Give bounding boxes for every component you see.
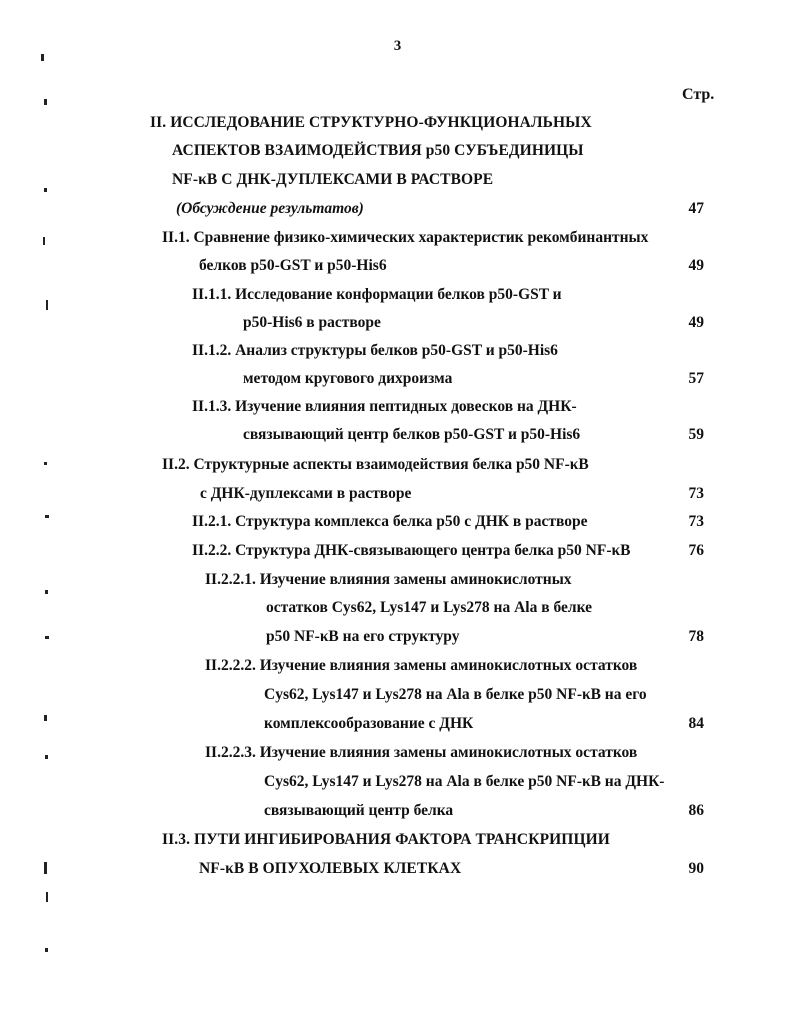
- toc-line: связывающий центр белка: [264, 802, 454, 819]
- page-number: 3: [393, 38, 402, 54]
- toc-line: NF-κB С ДНК-ДУПЛЕКСАМИ В РАСТВОРЕ: [172, 171, 494, 188]
- toc-line: Cys62, Lys147 и Lys278 на Ala в белке p50 NF-κB на его: [264, 686, 647, 703]
- toc-page-number: 84: [688, 715, 704, 732]
- toc-page-number: 47: [688, 200, 704, 217]
- toc-line: II.3. ПУТИ ИНГИБИРОВАНИЯ ФАКТОРА ТРАНСКРИПЦИИ: [162, 831, 610, 848]
- toc-line: остатков Cys62, Lys147 и Lys278 на Ala в белке: [266, 599, 593, 616]
- toc-line: II.2.1. Структура комплекса белка p50 с ДНК в растворе: [192, 513, 588, 530]
- toc-line: II.2.2. Структура ДНК-связывающего центра белка p50 NF-κB: [192, 542, 631, 559]
- toc-page-number: 86: [688, 802, 704, 819]
- toc-page-number: 90: [688, 860, 704, 877]
- toc-line: (Обсуждение результатов): [176, 200, 364, 217]
- toc-line: II.1.3. Изучение влияния пептидных довесков на ДНК-: [192, 398, 577, 415]
- toc-line: p50-His6 в растворе: [243, 314, 381, 331]
- page-column-label: Стр.: [682, 86, 715, 103]
- toc-line: комплексообразование с ДНК: [264, 715, 474, 732]
- toc-line: II.2.2.3. Изучение влияния замены аминокислотных остатков: [205, 744, 638, 761]
- toc-line: белков p50-GST и p50-His6: [199, 257, 387, 274]
- toc-line: NF-κB В ОПУХОЛЕВЫХ КЛЕТКАХ: [199, 860, 462, 877]
- toc-page-number: 49: [688, 257, 704, 274]
- toc-line: с ДНК-дуплексами в растворе: [200, 485, 412, 502]
- toc-line: II. ИССЛЕДОВАНИЕ СТРУКТУРНО-ФУНКЦИОНАЛЬНЫХ: [150, 114, 592, 131]
- toc-line: p50 NF-κB на его структуру: [266, 628, 460, 645]
- toc-page-number: 59: [688, 426, 704, 443]
- toc-line: II.1.1. Исследование конформации белков p50-GST и: [192, 286, 562, 303]
- toc-line: II.2.2.2. Изучение влияния замены аминокислотных остатков: [205, 657, 638, 674]
- toc-page-number: 73: [688, 485, 704, 502]
- toc-page-number: 49: [688, 314, 704, 331]
- toc-line: II.1. Сравнение физико-химических характеристик рекомбинантных: [162, 229, 649, 246]
- toc-page-number: 78: [688, 628, 704, 645]
- toc-line: II.2. Структурные аспекты взаимодействия белка p50 NF-κB: [162, 456, 589, 473]
- toc-line: II.1.2. Анализ структуры белков p50-GST и p50-His6: [192, 342, 558, 359]
- toc-line: методом кругового дихроизма: [243, 370, 453, 387]
- toc-line: Cys62, Lys147 и Lys278 на Ala в белке p50 NF-κB на ДНК-: [264, 773, 665, 790]
- toc-line: АСПЕКТОВ ВЗАИМОДЕЙСТВИЯ р50 СУБЪЕДИНИЦЫ: [172, 142, 584, 159]
- toc-page-number: 73: [688, 513, 704, 530]
- toc-line: связывающий центр белков p50-GST и p50-His6: [243, 426, 581, 443]
- toc-page-number: 57: [688, 370, 704, 387]
- toc-line: II.2.2.1. Изучение влияния замены аминокислотных: [205, 571, 572, 588]
- toc-page-number: 76: [688, 542, 704, 559]
